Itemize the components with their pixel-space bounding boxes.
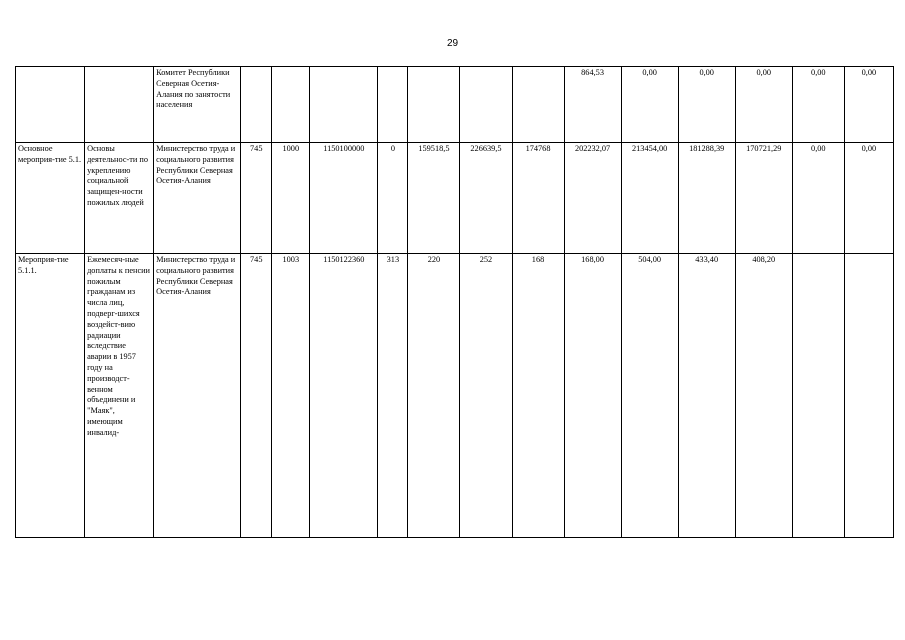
cell-year-value xyxy=(460,67,512,143)
cell-year-value: 0,00 xyxy=(792,143,844,254)
cell-year-value: 252 xyxy=(460,254,512,538)
cell-year-value: 226639,5 xyxy=(460,143,512,254)
cell-expense-type: 313 xyxy=(378,254,408,538)
cell-activity-name xyxy=(85,67,154,143)
cell-year-value: 181288,39 xyxy=(678,143,735,254)
cell-year-value: 0,00 xyxy=(621,67,678,143)
cell-activity-code: Основное мероприя-тие 5.1. xyxy=(16,143,85,254)
cell-year-value: 864,53 xyxy=(564,67,621,143)
cell-year-value: 433,40 xyxy=(678,254,735,538)
cell-executor: Министерство труда и социального развития Республики Северная Осетия-Алания xyxy=(154,143,241,254)
cell-activity-name: Ежемесяч-ные доплаты к пенсии пожилым гражданам из числа лиц, подверг-шихся воздейст-вию радиации вследствие аварии в 1957 году на производст-венном объединени и "Маяк", имеющим инвалид- xyxy=(85,254,154,538)
cell-year-value: 0,00 xyxy=(678,67,735,143)
cell-year-value: 0,00 xyxy=(792,67,844,143)
cell-section: 1000 xyxy=(272,143,310,254)
cell-target-article xyxy=(310,67,378,143)
cell-grbs: 745 xyxy=(241,143,272,254)
cell-year-value: 0,00 xyxy=(844,67,893,143)
cell-executor: Министерство труда и социального развития Республики Северная Осетия-Алания xyxy=(154,254,241,538)
cell-year-value xyxy=(512,67,564,143)
cell-grbs: 745 xyxy=(241,254,272,538)
cell-year-value: 213454,00 xyxy=(621,143,678,254)
cell-year-value: 0,00 xyxy=(844,143,893,254)
page-number: 29 xyxy=(446,38,459,49)
cell-section: 1003 xyxy=(272,254,310,538)
cell-year-value: 170721,29 xyxy=(735,143,792,254)
cell-year-value: 504,00 xyxy=(621,254,678,538)
cell-year-value: 174768 xyxy=(512,143,564,254)
table-row xyxy=(16,67,894,143)
cell-year-value xyxy=(408,67,460,143)
cell-grbs xyxy=(241,67,272,143)
cell-year-value: 168 xyxy=(512,254,564,538)
cell-year-value: 0,00 xyxy=(735,67,792,143)
cell-activity-name: Основы деятельнос-ти по укреплению социальной защищен-ности пожилых людей xyxy=(85,143,154,254)
budget-table xyxy=(15,66,894,538)
cell-expense-type: 0 xyxy=(378,143,408,254)
cell-activity-code xyxy=(16,67,85,143)
cell-year-value: 202232,07 xyxy=(564,143,621,254)
cell-target-article: 1150122360 xyxy=(310,254,378,538)
cell-section xyxy=(272,67,310,143)
cell-year-value: 408,20 xyxy=(735,254,792,538)
cell-year-value xyxy=(844,254,893,538)
cell-year-value: 168,00 xyxy=(564,254,621,538)
cell-year-value: 220 xyxy=(408,254,460,538)
cell-target-article: 1150100000 xyxy=(310,143,378,254)
table-row xyxy=(16,254,894,538)
cell-expense-type xyxy=(378,67,408,143)
cell-year-value: 159518,5 xyxy=(408,143,460,254)
table-row xyxy=(16,143,894,254)
cell-year-value xyxy=(792,254,844,538)
cell-executor: Комитет Республики Северная Осетия-Алания по занятости населения xyxy=(154,67,241,143)
cell-activity-code: Мероприя-тие 5.1.1. xyxy=(16,254,85,538)
